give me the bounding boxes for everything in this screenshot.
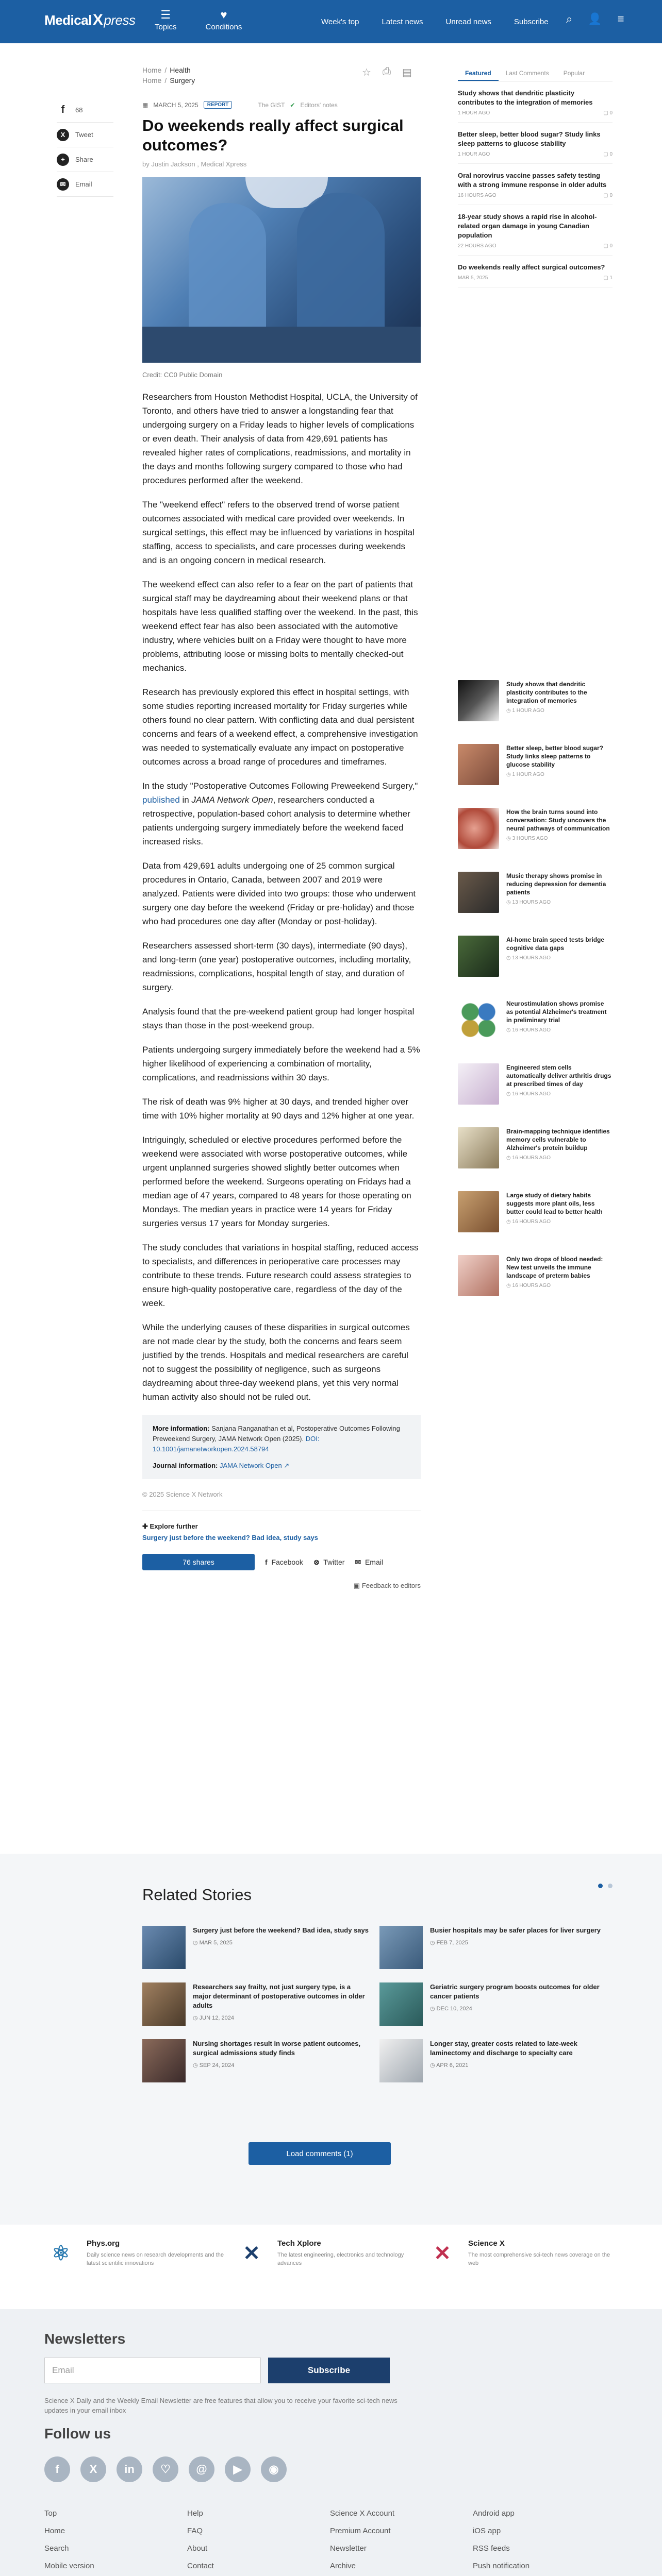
clock-icon: ◷ <box>506 708 511 714</box>
thumb-item[interactable] <box>458 936 613 999</box>
related-title: Surgery just before the weekend? Bad idea, study says <box>193 1926 369 1934</box>
paragraph: Research has previously explored this effect in hospital settings, with some studies reporting increased mortality for Friday surgeries while others found no clear pattern. With conflicting data and dual persistent concerns and fears of a weekend effect, a comprehensive investigation was needed to systematically evaluate any impact on postoperative outcomes across a broad range of procedures and timeframes. <box>142 687 418 767</box>
tab-last-comments[interactable]: Last Comments <box>505 70 549 77</box>
doi-link[interactable]: DOI: 10.1001/jamanetworkopen.2024.58794 <box>153 1435 320 1453</box>
journal-name: JAMA Network Open <box>191 795 273 805</box>
thumb-title: How the brain turns sound into conversation: Study uncovers the neural pathways of communication <box>506 808 610 832</box>
paragraph: Data from 429,691 adults undergoing one of 25 common surgical procedures in Ontario, Canada, between 2007 and 2019 were analyzed. Patients were divided into two groups: those who underwent surgery one day before the weekend (Friday or pre-holiday) and those who had procedures one day after (Monday or post-holiday). <box>142 861 416 926</box>
thumb-title: Music therapy shows promise in reducing depression for dementia patients <box>506 872 606 896</box>
related-item[interactable] <box>142 1926 369 1969</box>
bluesky-icon[interactable]: ♡ <box>153 2456 178 2482</box>
carousel-dots <box>598 1884 613 1888</box>
list-item-title: Study shows that dendritic plasticity contributes to the integration of memories <box>458 89 593 106</box>
network-site-sciencex[interactable] <box>426 2237 617 2270</box>
article-title: Do weekends really affect surgical outcomes? <box>142 116 404 154</box>
comment-count: 0 <box>609 110 613 116</box>
paragraph-text: , researchers conducted a retrospective, population-based cohort analysis to determine whether patients undergoing surgery immediately before the weekend faced increased risks. <box>142 795 410 846</box>
related-title: Geriatric surgery program boosts outcomes for older cancer patients <box>430 1983 600 2000</box>
breadcrumb-home[interactable]: Home <box>142 66 162 74</box>
thumbnail <box>458 999 499 1041</box>
more-info-text: Sanjana Ranganathan et al, Postoperative Outcomes Following Preweekend Surgery, JAMA Network Open (2025). <box>153 1425 400 1443</box>
explore-further <box>142 1522 421 1541</box>
paragraph <box>142 779 421 849</box>
site-logo[interactable] <box>44 11 135 29</box>
thumb-time: 3 HOURS AGO <box>512 836 548 841</box>
paragraph-text: In the study "Postoperative Outcomes Following Preweekend Surgery," <box>142 781 418 791</box>
list-item-time: 16 HOURS AGO <box>458 193 496 198</box>
list-item[interactable] <box>458 81 613 123</box>
nav-topics-label: Topics <box>155 23 177 31</box>
thumbnail <box>458 1191 499 1232</box>
clock-icon: ◷ <box>193 2015 198 2021</box>
comment-icon: ▢ <box>603 243 608 249</box>
follow-heading: Follow us <box>44 2426 111 2442</box>
list-item-time: MAR 5, 2025 <box>458 275 488 281</box>
tab-popular[interactable]: Popular <box>563 70 585 77</box>
comment-count: 0 <box>609 151 613 157</box>
network-desc: Daily science news on research developments and the latest scientific innovations <box>87 2252 224 2266</box>
related-item[interactable] <box>142 1982 369 2026</box>
paragraph: The weekend effect can also refer to a fear on the part of patients that surgical staff may be daydreaming about their weekend plans or that hospitals have less qualified staffing over the weekend. In the past, this weekend effect fear has also been associated with the automotive industry, where vehicles built on a Friday were thought to have more problems, attributing loose or missing bolts to mentally checked-out mechanics. <box>142 580 418 673</box>
paragraph: Researchers from Houston Methodist Hospital, UCLA, the University of Toronto, and others have tried to answer a longstanding fear that undergoing surgery on a Friday leads to higher levels of complications or even death. Their analysis of data from 429,691 patients has revealed higher rates of complications, readmissions, and mortality in the days and months following surgery compared to those who had procedures performed after the weekend. <box>142 392 418 485</box>
footer-link[interactable]: Search <box>44 2544 69 2553</box>
footer-link[interactable]: Contact <box>187 2562 214 2570</box>
report-badge: REPORT <box>204 101 233 109</box>
list-item[interactable] <box>458 164 613 205</box>
thumb-time: 16 HOURS AGO <box>512 1283 551 1289</box>
thumb-item[interactable] <box>458 1063 613 1127</box>
footer-link[interactable]: Mobile version <box>44 2562 94 2570</box>
email-icon: ✉ <box>355 1557 361 1566</box>
email-input[interactable]: Email <box>44 2358 261 2383</box>
thumbnail <box>458 936 499 977</box>
more-info-label: More information: <box>153 1425 210 1432</box>
footer-col <box>187 2509 330 2576</box>
related-date: FEB 7, 2025 <box>436 1940 468 1946</box>
comment-count: 0 <box>609 193 613 198</box>
article-tools <box>362 66 412 79</box>
header-links <box>321 18 549 26</box>
article-copyright: © 2025 Science X Network <box>142 1490 421 1511</box>
thumb-title: Large study of dietary habits suggests more plant oils, less butter could lead to better health <box>506 1192 603 1215</box>
breadcrumb-2: Home / Surgery <box>142 76 195 84</box>
related-stories <box>0 1854 662 2225</box>
related-date: SEP 24, 2024 <box>199 2062 235 2069</box>
article-body <box>142 390 421 1404</box>
share-row <box>142 1554 421 1570</box>
article <box>142 65 421 1590</box>
thumb-item[interactable] <box>458 999 613 1063</box>
thumbnail <box>379 1982 423 2026</box>
logo-main: Medical <box>44 12 92 28</box>
clock-icon: ◷ <box>430 1940 435 1946</box>
email-share-label: Email <box>365 1557 383 1566</box>
threads-icon[interactable]: @ <box>189 2456 214 2482</box>
share-share[interactable] <box>57 147 113 172</box>
sciencex-logo-icon: ✕ <box>434 2242 451 2265</box>
thumb-item[interactable] <box>458 808 613 872</box>
email-label: Email <box>75 180 92 188</box>
list-item-time: 22 HOURS AGO <box>458 243 496 249</box>
breadcrumb: Home / Health <box>142 66 191 74</box>
techxplore-logo-icon: ✕ <box>243 2242 260 2265</box>
clock-icon: ◷ <box>506 772 511 777</box>
network-desc: The latest engineering, electronics and technology advances <box>277 2252 404 2266</box>
comment-count: 0 <box>609 243 613 249</box>
thumb-title: Study shows that dendritic plasticity contributes to the integration of memories <box>506 681 587 704</box>
thumb-time: 13 HOURS AGO <box>512 900 551 905</box>
related-item[interactable] <box>379 2039 606 2082</box>
thumbnail <box>142 2039 186 2082</box>
share-tweet[interactable] <box>57 123 113 147</box>
gist-link[interactable]: The GIST <box>258 101 285 109</box>
tab-featured[interactable]: Featured <box>458 65 499 81</box>
list-item-time: 1 HOUR AGO <box>458 151 490 157</box>
related-date: APR 6, 2021 <box>436 2062 469 2069</box>
nav-topics[interactable] <box>155 7 177 31</box>
related-title: Busier hospitals may be safer places for liver surgery <box>430 1926 601 1934</box>
comment-icon: ▢ <box>603 151 608 157</box>
related-item[interactable] <box>142 2039 369 2082</box>
sidebar-thumb-list <box>458 680 613 1319</box>
site-header <box>0 0 662 43</box>
thumbnail <box>458 1127 499 1168</box>
feedback-to-editors[interactable] <box>142 1582 421 1590</box>
paragraph: Intriguingly, scheduled or elective procedures performed before the weekend were associated with worse postoperative outcomes, while urgent unplanned surgeries showed slightly better outcomes when performed before the weekend. Surgeons operating on Fridays had a median age of 47 years, compared to 48 years for those operating on Mondays. The median years in practice were 14 years for Friday surgeries versus 17 years for Monday surgeries. <box>142 1135 411 1228</box>
footer-link[interactable]: Help <box>187 2509 203 2518</box>
thumbnail <box>458 680 499 721</box>
thumbnail <box>379 2039 423 2082</box>
facebook-icon[interactable]: f <box>44 2456 70 2482</box>
share-email[interactable] <box>57 172 113 197</box>
thumb-title: Better sleep, better blood sugar? Study links sleep patterns to glucose stability <box>506 744 604 768</box>
thumb-item[interactable] <box>458 1191 613 1255</box>
list-item[interactable] <box>458 123 613 164</box>
footer-link[interactable]: FAQ <box>187 2527 203 2535</box>
check-icon: ✔ <box>290 101 295 109</box>
youtube-icon[interactable]: ▶ <box>225 2456 251 2482</box>
thumbnail <box>458 808 499 849</box>
thumb-item[interactable] <box>458 1255 613 1319</box>
thumb-title: Neurostimulation shows promise as potential Alzheimer's treatment in preliminary trial <box>506 1000 607 1024</box>
paragraph: Researchers assessed short-term (30 days), intermediate (90 days), and long-term (one year) postoperative outcomes, including mortality, readmissions, complications, hospital length of stay, and duration of surgery. <box>142 941 411 992</box>
nav-conditions[interactable] <box>206 7 242 31</box>
breadcrumb-surgery[interactable]: Surgery <box>170 76 195 84</box>
clock-icon: ◷ <box>430 2062 435 2069</box>
explore-heading: Explore further <box>150 1522 198 1530</box>
footer-link[interactable]: iOS app <box>473 2527 501 2535</box>
thumb-title: Brain-mapping technique identifies memory cells vulnerable to Alzheimer's protein buildup <box>506 1128 610 1151</box>
footer-link[interactable]: Premium Account <box>330 2527 391 2535</box>
footer-col <box>44 2509 187 2576</box>
sidebar <box>458 65 613 287</box>
clock-icon: ◷ <box>506 1155 511 1161</box>
related-title: Nursing shortages result in worse patient outcomes, surgical admissions study finds <box>193 2040 361 2057</box>
related-item[interactable] <box>379 1926 606 1969</box>
thumbnail <box>142 1926 186 1969</box>
list-item[interactable] <box>458 205 613 256</box>
sidebar-list <box>458 81 613 287</box>
image-credit: Credit: CC0 Public Domain <box>142 371 223 379</box>
list-item-time: 1 HOUR AGO <box>458 110 490 116</box>
calendar-icon: ▦ <box>142 101 148 109</box>
comment-icon: ▢ <box>603 193 608 198</box>
breadcrumb-health[interactable]: Health <box>170 66 191 74</box>
article-image <box>142 177 421 363</box>
article-meta <box>142 101 421 109</box>
link-latest-news[interactable]: Latest news <box>382 18 423 26</box>
thumb-time: 16 HOURS AGO <box>512 1027 551 1033</box>
thumb-item[interactable] <box>458 744 613 808</box>
external-link-icon: ↗ <box>284 1462 290 1469</box>
newsletter-note: Science X Daily and the Weekly Email Newsletter are free features that allow you to receive your favorite sci-tech news updates in your email inbox <box>44 2397 398 2414</box>
shares-button[interactable]: 76 shares <box>142 1554 255 1570</box>
footer-link[interactable]: Android app <box>473 2509 515 2518</box>
thumb-item[interactable] <box>458 1127 613 1191</box>
carousel-dot[interactable] <box>598 1884 603 1888</box>
network-name: Tech Xplore <box>277 2239 321 2248</box>
list-item-title: Oral norovirus vaccine passes safety testing with a strong immune response in older adults <box>458 172 607 189</box>
thumb-item[interactable] <box>458 680 613 744</box>
network-desc: The most comprehensive sci-tech news coverage on the web <box>468 2252 610 2266</box>
clock-icon: ◷ <box>506 1283 511 1289</box>
paragraph: The "weekend effect" refers to the observed trend of worse patient outcomes associated with medical care provided over weekends. In surgical settings, this effect may be influenced by variations in hospital staffing, access to specialists, and care processes during weekends and is an ongoing concern in medical research. <box>142 500 415 565</box>
facebook-count: 68 <box>75 106 83 114</box>
search-icon[interactable]: ⌕ <box>566 12 573 25</box>
load-comments-button[interactable]: Load comments (1) <box>249 2142 391 2165</box>
thumbnail <box>458 1063 499 1105</box>
thumbnail <box>458 872 499 913</box>
print-icon[interactable]: ⎙ <box>382 66 391 77</box>
footer-link[interactable]: About <box>187 2544 208 2553</box>
list-item-title: Do weekends really affect surgical outcomes? <box>458 263 605 271</box>
topics-icon: ☰ <box>160 8 171 21</box>
x-icon: ⊗ <box>313 1557 320 1566</box>
facebook-share[interactable] <box>265 1558 303 1566</box>
more-information-box <box>142 1415 421 1479</box>
clock-icon: ◷ <box>193 2062 198 2069</box>
paragraph: The risk of death was 9% higher at 30 days, and trended higher over time with 10% higher mortality at 90 days and 12% higher at one year. <box>142 1097 415 1121</box>
paragraph: Analysis found that the pre-weekend patient group had longer hospital stays than those in the post-weekend group. <box>142 1007 415 1030</box>
user-icon[interactable]: 👤 <box>588 12 602 25</box>
thumbnail <box>458 1255 499 1296</box>
related-date: MAR 5, 2025 <box>199 1940 233 1946</box>
plus-icon: ✚ <box>142 1522 148 1530</box>
related-title: Longer stay, greater costs related to late-week laminectomy and discharge to specialty care <box>430 2040 577 2057</box>
thumb-time: 16 HOURS AGO <box>512 1219 551 1225</box>
clock-icon: ◷ <box>506 955 511 961</box>
social-links <box>44 2456 287 2482</box>
sidebar-tabs <box>458 65 613 81</box>
comment-icon: ▢ <box>603 110 608 116</box>
footer-link[interactable]: Science X Account <box>330 2509 395 2518</box>
comment-icon: ▣ <box>353 1582 360 1589</box>
email-share[interactable] <box>355 1558 383 1567</box>
footer-link[interactable]: Top <box>44 2509 57 2518</box>
editors-notes-link[interactable]: Editors' notes <box>300 101 338 109</box>
bookmark-icon[interactable]: ☆ <box>362 67 371 78</box>
article-date: MARCH 5, 2025 <box>153 101 198 109</box>
thumb-time: 13 HOURS AGO <box>512 955 551 961</box>
clock-icon: ◷ <box>506 900 511 905</box>
share-facebook[interactable] <box>57 98 113 123</box>
network-site-techxplore[interactable] <box>235 2237 426 2270</box>
thumb-title: Engineered stem cells automatically deliver arthritis drugs at prescribed times of day <box>506 1064 611 1088</box>
thumbnail <box>458 744 499 785</box>
thumb-time: 1 HOUR AGO <box>512 708 544 714</box>
subscribe-button[interactable]: Subscribe <box>268 2358 390 2383</box>
footer-link[interactable]: Newsletter <box>330 2544 367 2553</box>
twitter-share[interactable] <box>313 1558 345 1567</box>
clock-icon: ◷ <box>193 1940 198 1946</box>
published-link[interactable]: published <box>142 795 180 805</box>
link-subscribe[interactable]: Subscribe <box>514 18 549 26</box>
thumb-title: Only two drops of blood needed: New test unveils the immune landscape of preterm babies <box>506 1256 603 1279</box>
related-heading: Related Stories <box>142 1886 252 1904</box>
comment-icon: ▢ <box>603 275 608 281</box>
journal-info-label: Journal information: <box>153 1462 218 1469</box>
thumb-time: 16 HOURS AGO <box>512 1091 551 1097</box>
carousel-dot[interactable] <box>608 1884 613 1888</box>
list-item-title: 18-year study shows a rapid rise in alcohol-related organ damage in young Canadian population <box>458 213 597 239</box>
journal-link[interactable]: JAMA Network Open <box>220 1462 282 1469</box>
paragraph: Patients undergoing surgery immediately before the weekend had a 5% higher likelihood of experiencing a combination of mortality, complications, and readmissions within 30 days. <box>142 1045 420 1082</box>
paragraph-text: in <box>179 795 192 805</box>
breadcrumb-home-2[interactable]: Home <box>142 76 162 84</box>
clock-icon: ◷ <box>506 836 511 841</box>
footer-col <box>473 2509 616 2576</box>
thumbnail <box>142 1982 186 2026</box>
footer-link[interactable]: Home <box>44 2527 65 2535</box>
share-rail <box>57 98 113 197</box>
thumb-title: AI-home brain speed tests bridge cognitive data gaps <box>506 936 605 952</box>
main-nav <box>155 7 242 31</box>
network-site-phys[interactable] <box>44 2237 235 2270</box>
explore-link[interactable]: Surgery just before the weekend? Bad idea, study says <box>142 1534 318 1541</box>
footer-link[interactable]: RSS feeds <box>473 2544 510 2553</box>
facebook-icon: f <box>61 104 65 115</box>
facebook-share-label: Facebook <box>271 1558 303 1566</box>
list-item-title: Better sleep, better blood sugar? Study links sleep patterns to glucose stability <box>458 130 601 147</box>
clock-icon: ◷ <box>506 1219 511 1225</box>
clock-icon: ◷ <box>430 2006 435 2012</box>
logo-press: press <box>104 12 136 28</box>
byline: by Justin Jackson , Medical Xpress <box>142 160 247 168</box>
nav-conditions-label: Conditions <box>205 23 242 31</box>
facebook-icon: f <box>265 1558 268 1566</box>
footer-columns <box>44 2509 617 2576</box>
network-sites <box>44 2237 617 2270</box>
link-unread-news[interactable]: Unread news <box>445 18 491 26</box>
pdf-icon[interactable]: ▤ <box>402 67 412 78</box>
network-name: Phys.org <box>87 2239 120 2248</box>
related-title: Researchers say frailty, not just surgery type, is a major determinant of postoperative outcomes in older adults <box>193 1983 365 2009</box>
paragraph: While the underlying causes of these disparities in surgical outcomes are not made clear by the study, both the concerns and fears seem justified by the trends. Hospitals and medical researchers are careful not to suggest the possibility of negligence, such as surgeons daydreaming about three-day weekend plans, yet this very normal human activity also should not be ruled out. <box>142 1323 410 1402</box>
feedback-label: Feedback to editors <box>361 1582 421 1589</box>
thumbnail <box>379 1926 423 1969</box>
conditions-icon: ♥ <box>220 8 227 21</box>
share-label: Share <box>75 156 93 163</box>
related-grid <box>142 1926 606 2082</box>
clock-icon: ◷ <box>506 1091 511 1097</box>
tweet-label: Tweet <box>75 131 93 139</box>
twitter-share-label: Twitter <box>323 1557 345 1566</box>
network-name: Science X <box>468 2239 505 2248</box>
x-icon: X <box>57 129 69 141</box>
related-item[interactable] <box>379 1982 606 2026</box>
newsletters-heading: Newsletters <box>44 2331 126 2347</box>
comment-count: 1 <box>609 275 613 281</box>
clock-icon: ◷ <box>506 1027 511 1033</box>
list-item[interactable] <box>458 256 613 287</box>
operating-table-shape <box>142 327 421 363</box>
related-date: DEC 10, 2024 <box>436 2006 472 2012</box>
footer-link[interactable]: Push notification <box>473 2562 530 2570</box>
logo-x: X <box>92 11 103 28</box>
menu-icon[interactable]: ≡ <box>617 12 624 25</box>
x-icon[interactable]: X <box>80 2456 106 2482</box>
related-date: JUN 12, 2024 <box>199 2015 234 2021</box>
linkedin-icon[interactable]: in <box>117 2456 142 2482</box>
footer-link[interactable]: Archive <box>330 2562 356 2570</box>
thumb-time: 16 HOURS AGO <box>512 1155 551 1161</box>
footer <box>0 2309 662 2576</box>
paragraph: The study concludes that variations in hospital staffing, reduced access to specialists, and differences in perioperative care processes may contribute to these trends. Future research could assess strategies to ensure high-quality postoperative care, regardless of the day of the week. <box>142 1243 419 1308</box>
email-icon: ✉ <box>57 178 69 191</box>
share-icon: + <box>57 154 69 166</box>
rss-icon[interactable]: ◉ <box>261 2456 287 2482</box>
link-weeks-top[interactable]: Week's top <box>321 18 359 26</box>
phys-logo-icon: ⚛ <box>52 2242 70 2265</box>
thumb-item[interactable] <box>458 872 613 936</box>
header-icons <box>566 12 624 26</box>
newsletter-form <box>44 2358 390 2383</box>
footer-col <box>330 2509 473 2576</box>
thumb-time: 1 HOUR AGO <box>512 772 544 777</box>
